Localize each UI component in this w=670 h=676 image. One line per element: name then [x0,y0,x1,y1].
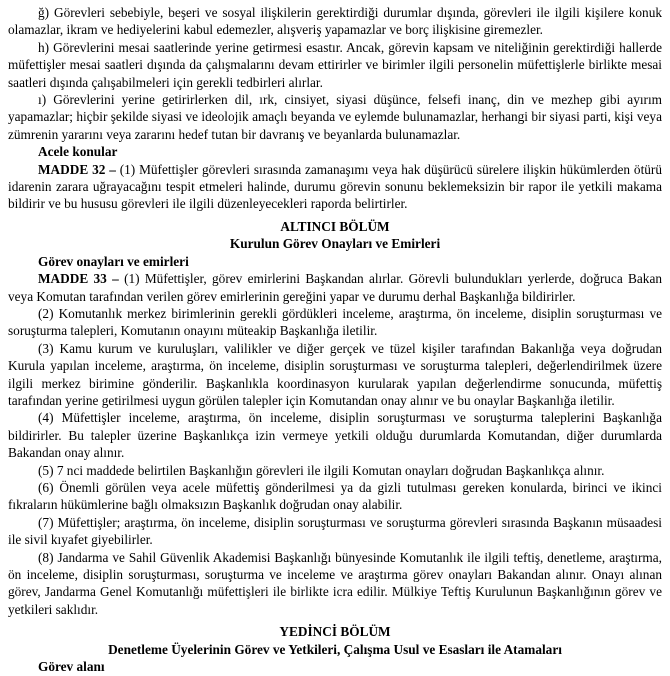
madde-33-clause-8: (8) Jandarma ve Sahil Güvenlik Akademisi Başkanlığı bünyesinde Komutanlık ile ilgili teftiş, denetleme, araştırma, ön inceleme, disiplin soruşturması, soruşturma ve inceleme ve araştırma görev onayları Bakandan alınır. Onayı alınan görev, Jandarma Genel Komutanlığı müfettişleri ile birlikte icra edilir. Mülkiye Teftiş Kurulunun Başkanlığının görev ve yetkileri saklıdır. [8,549,662,617]
madde-33-clause-7: (7) Müfettişler; araştırma, ön inceleme, disiplin soruşturması ve soruşturma görevleri sırasında Başkanın müsaadesi ile sivil kıyafet giyebilirler. [8,514,662,548]
chapter-7-title: YEDİNCİ BÖLÜM [279,624,391,640]
heading-acele-konular: Acele konular [38,144,118,160]
heading-gorev-onaylari: Görev onayları ve emirleri [38,253,189,269]
clause-g-paragraph: ğ) Görevleri sebebiyle, beşeri ve sosyal ilişkilerin gerektirdiği durumlar dışında, görevleri ile ilgili kişilere konuk olamazlar, ikram ve hediyelerini kabul edemezler, alışveriş yapamazlar ve borç ilişkisine giremezler. [8,5,662,38]
madde-33-clause-5: (5) 7 nci maddede belirtilen Başkanlığın görevleri ile ilgili Komutan onayları doğrudan Başkanlıkça alınır. [38,462,605,478]
clause-h-paragraph: h) Görevlerini mesai saatlerinde yerine getirmesi esastır. Ancak, görevin kapsam ve niteliğinin gerektirdiği hallerde müfettişler mesai saatleri dışında da çalışmalarını devam ettirirler ve birimler ilgili personelin müfettişlerle birlikte mesai saatleri dışında çalışabilmeleri için gerekli tedbirleri alırlar. [8,39,662,90]
madde-33-clause-6: (6) Önemli görülen veya acele müfettiş gönderilmesi ya da gizli tutulması gereken konularda, birinci ve ikinci fıkraların hükümlerine bağlı olmaksızın Başkanlık doğrudan onay alabilir. [8,479,662,513]
madde-32-paragraph: MADDE 32 – (1) Müfettişler görevleri sırasında zamanaşımı veya hak düşürücü sürelere ilişkin hükümlerden ötürü idarenin zarara uğrayacağını tespit etmeleri halinde, durumu görevin sonunu beklemeksizin bir rapor ile yetkili makama bildirir ve bu hususu görevleri ile ilgili düzenleyecekleri raporda belirtirler. [8,161,662,212]
chapter-6-title: ALTINCI BÖLÜM [280,218,390,234]
madde-33-clause-4: (4) Müfettişler inceleme, araştırma, ön inceleme, disiplin soruşturması ve soruşturma taleplerini Başkanlığa bildirirler. Bu talepler üzerine Başkanlıkça izin vermeye yetkili olduğu durumlarda Komutandan, diğer durumlarda Bakandan onay alınır. [8,410,662,461]
clause-i-paragraph: ı) Görevlerini yerine getirirlerken dil, ırk, cinsiyet, siyasi düşünce, felsefi inanç, din ve mezhep gibi ayırım yapamazlar; hiçbir şekilde siyasi ve ideolojik amaçlı beyanda ve eylemde bulunamazlar, herhangi bir siyasi parti, kişi veya zümrenin yararını veya zararını hedef tutan bir davranış ve beyanlarda bulunamazlar. [8,92,662,142]
document-body [8,4,662,675]
paragraph-bold-prefix: MADDE 33 – [38,271,125,287]
paragraph-bold-prefix: MADDE 32 – [38,161,120,177]
heading-gorev-alani: Görev alanı [38,659,105,675]
madde-33-clause-3: (3) Kamu kurum ve kuruluşları, valilikler ve diğer gerçek ve tüzel kişiler tarafından Bakanlığa veya doğrudan Kurula yapılan inceleme, araştırma, ön inceleme, disiplin soruşturması ve soruşturma talepleri, değerlendirilmek üzere ilgili merkez birimine gönderilir. Başkanlıkla koordinasyon kurularak yapılan değerlendirme sonucunda, müfettiş tarafından yerine getirilmesi uygun görülen talepler için Komutandan onay alınır ve bu onaylar Başkanlığa iletilir. [8,340,662,408]
chapter-7-subtitle: Denetleme Üyelerinin Görev ve Yetkileri, Çalışma Usul ve Esasları ile Atamaları [108,641,562,657]
chapter-6-subtitle: Kurulun Görev Onayları ve Emirleri [229,236,441,252]
madde-33-clause-1: MADDE 33 – (1) Müfettişler, görev emirlerini Başkandan alırlar. Görevli bulundukları yerlerde, doğruca Bakan veya Komutan tarafından verilen görev emirlerinin gereğini yapar ve durumu derhal Başkanlığa bildirirler. [8,271,662,304]
madde-33-clause-2: (2) Komutanlık merkez birimlerinin gerekli gördükleri inceleme, araştırma, ön inceleme, disiplin soruşturması ve soruşturma talepleri, Komutanın onayını müteakip Başkanlığa iletilir. [8,305,662,339]
